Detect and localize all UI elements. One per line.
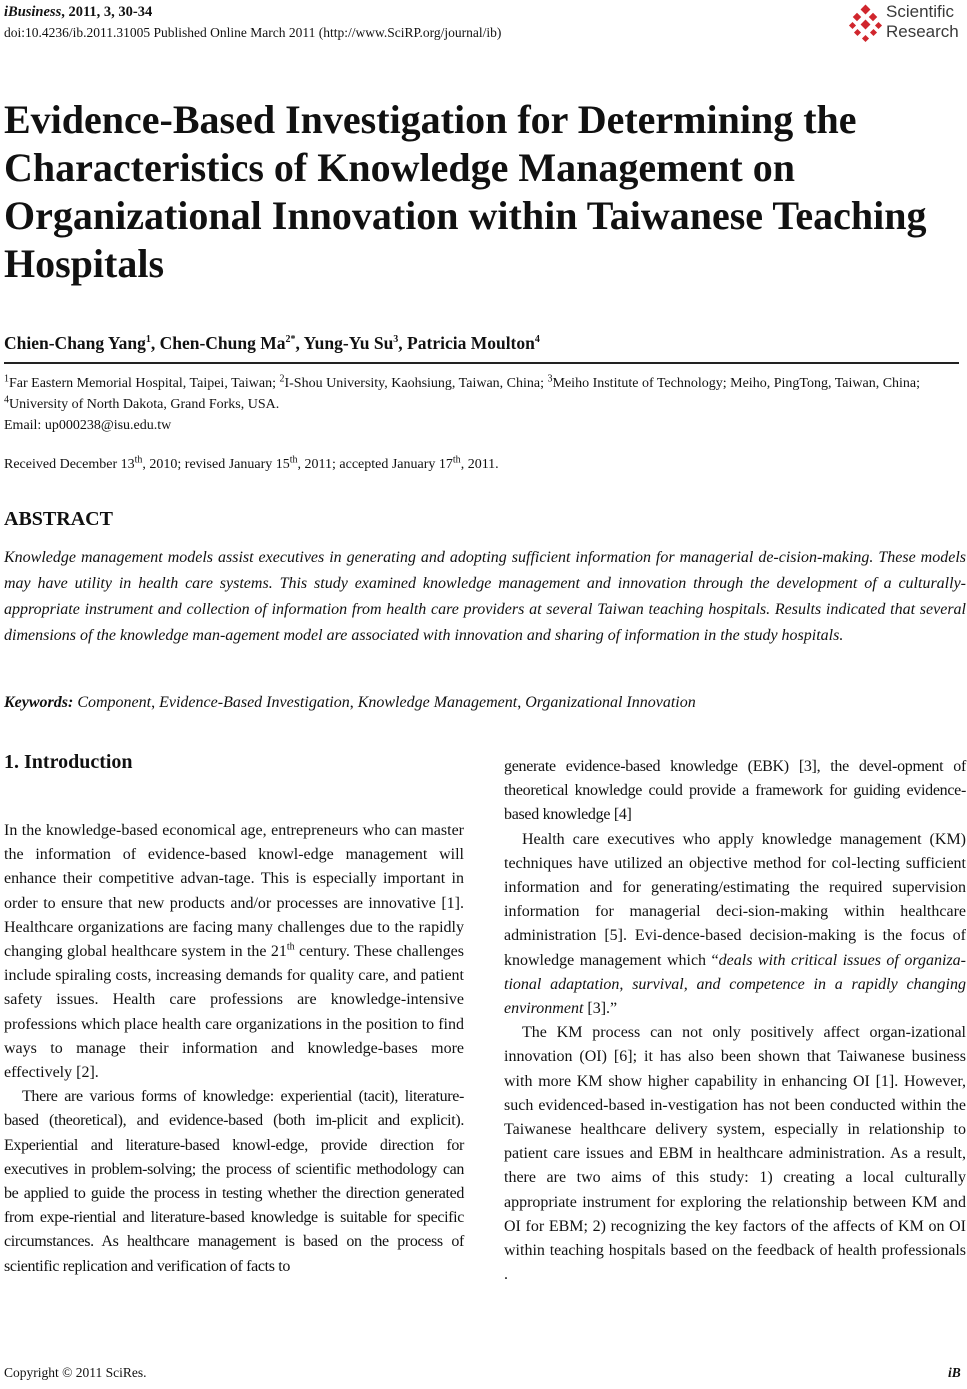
paragraph — [4, 819, 464, 1085]
abstract-heading: ABSTRACT — [4, 508, 113, 530]
header-divider — [4, 362, 959, 364]
keyword-sep: , — [349, 694, 358, 711]
affiliations — [4, 373, 959, 436]
author-name: , Yung-Yu Su — [295, 333, 394, 353]
body-column-left — [4, 819, 464, 1279]
affil-text: Meiho Institute of Technology; Meiho, PingTong, Taiwan, China; — [552, 376, 921, 391]
affil-text: I-Shou University, Kaohsiung, Taiwan, China; — [284, 376, 548, 391]
paragraph-text: In the knowledge-based economical age, entrepreneurs who can master the information of evidence-based knowl-edge management will enhance their competitive advan-tage. This is especially important in order to ensure that new products and/or processes are innovative [1]. Healthcare organizations are facing many challenges due to the rapidly changing global healthcare system in the 21 — [4, 822, 464, 961]
affil-sup: 1 — [4, 373, 9, 385]
affil-sup: 3 — [547, 373, 553, 385]
logo-text — [886, 2, 959, 42]
paragraph: The KM process can not only positively affect organ-izational innovation (OI) [6]; it has also been shown that Taiwanese business with more KM show higher capability in enhancing OI [1]. However, such evidenced-based in-vestigation has not been conducted within the Taiwanese healthcare delivery system, especially in relationship to patient care issues and EBM in healthcare administration. As a result, there are two aims of this study: 1) creating a local culturally appropriate instrument for exploring the relationship between KM and OI for EBM; 2) recognizing the key factors of the affects of KM on OI within teaching hospitals based on the feedback of health professionals . — [504, 1024, 966, 1284]
keyword: Knowledge Management — [357, 694, 518, 711]
affil-sup: 2 — [279, 373, 285, 385]
abstract-text: Knowledge management models assist executives in generating and adopting sufficient information for managerial de-cision-making. These models may have utility in health care systems. This study examined knowledge management and innovation through the development of a culturally-appropriate instrument and collection of information from health care providers at several Taiwan teaching hospitals. Results indicated that several dimensions of the knowledge man-agement model are associated with innovation and sharing of information in the study hospitals. — [4, 549, 966, 644]
journal-citation — [4, 4, 152, 21]
keyword: Component — [77, 694, 152, 711]
received-text: , 2010; revised January 15 — [142, 457, 290, 472]
paragraph-text: century. These challenges include spiraling costs, increasing demands for quality care, and patient safety issues. Health care professions are knowledge-intensive professions which place health care organizations in the position to find ways to manage their information and knowledge-bases more effectively [2]. — [4, 943, 464, 1082]
journal-abbreviation: iB — [948, 1365, 961, 1380]
received-text: , 2011. — [460, 457, 499, 472]
author-name: , Chen-Chung Ma — [150, 333, 286, 353]
affil-text: University of North Dakota, Grand Forks, USA. — [9, 397, 280, 412]
copyright-footer: Copyright © 2011 SciRes. — [4, 1365, 147, 1380]
received-sup: th — [289, 454, 298, 466]
paragraph: There are various forms of knowledge: experiential (tacit), literature-based (theoretical), and evidence-based (both im-plicit and explicit). Experiential and literature-based knowl-edge, provide direction for executives in problem-solving; the process of scientific methodology can be applied to guide the process in testing whether the direction generated from expe-riential and literature-based knowledge is suitable for specific circumstances. As healthcare management is based on the process of scientific replication and verification of facts to — [4, 1088, 464, 1275]
journal-name: iBusiness — [4, 4, 62, 20]
received-text: Received December 13 — [4, 457, 135, 472]
keyword: Evidence-Based Investigation — [159, 694, 350, 711]
keyword-sep: , — [151, 694, 160, 711]
keyword-sep: , — [517, 694, 526, 711]
paragraph-quote: deals with critical issues of organiza-tional adaptation, survival, and competence in a rapidly changing environment — [504, 951, 966, 1018]
received-dates — [4, 454, 499, 473]
body-column-right — [504, 755, 966, 1287]
author-sup: 2* — [285, 334, 296, 346]
paragraph-sup: th — [286, 941, 295, 953]
paragraph-text: Health care executives who apply knowledge management (KM) techniques have utilized an objective method for col-lecting sufficient information and for generating/estimating the required supervision information for managerial deci-sion-making within healthcare administration [5]. Evi-dence-based decision-making is the focus of knowledge management which “ — [504, 830, 966, 969]
logo-text-line1: Scientific — [886, 2, 955, 21]
affil-text: Far Eastern Memorial Hospital, Taipei, Taiwan; — [9, 376, 280, 391]
affil-sup: 4 — [4, 394, 9, 406]
author-name: Chien-Chang Yang — [4, 333, 146, 353]
paper-title: Evidence-Based Investigation for Determining the Characteristics of Knowledge Management on Organizational Innovation within Taiwanese Teaching Hospitals — [4, 97, 927, 286]
received-sup: th — [452, 454, 461, 466]
author-list — [4, 333, 540, 354]
doi-line: doi:10.4236/ib.2011.31005 Published Online March 2011 (http://www.SciRP.org/journal/ib) — [4, 25, 502, 40]
author-sup: 3 — [393, 334, 399, 346]
section-heading: 1. Introduction — [4, 751, 133, 773]
author-name: , Patricia Moulton — [398, 333, 535, 353]
citation-details: , 2011, 3, 30-34 — [61, 4, 153, 20]
logo-mark-icon — [848, 4, 884, 44]
keyword: Organizational Innovation — [525, 694, 696, 711]
keywords-label: Keywords: — [4, 694, 74, 711]
paragraph: generate evidence-based knowledge (EBK) [3], the devel-opment of theoretical knowledge could provide a framework for guiding evidence-based knowledge [4] — [504, 758, 966, 824]
received-text: , 2011; accepted January 17 — [297, 457, 453, 472]
paragraph-text: [3].” — [583, 1000, 618, 1018]
keywords-line — [4, 694, 696, 712]
paragraph — [504, 828, 966, 1022]
publisher-logo — [848, 2, 966, 46]
received-sup: th — [134, 454, 143, 466]
author-sup: 1 — [145, 334, 151, 346]
email-line: Email: up000238@isu.edu.tw — [4, 418, 172, 433]
author-sup: 4 — [534, 334, 540, 346]
logo-text-line2: Research — [886, 22, 959, 41]
